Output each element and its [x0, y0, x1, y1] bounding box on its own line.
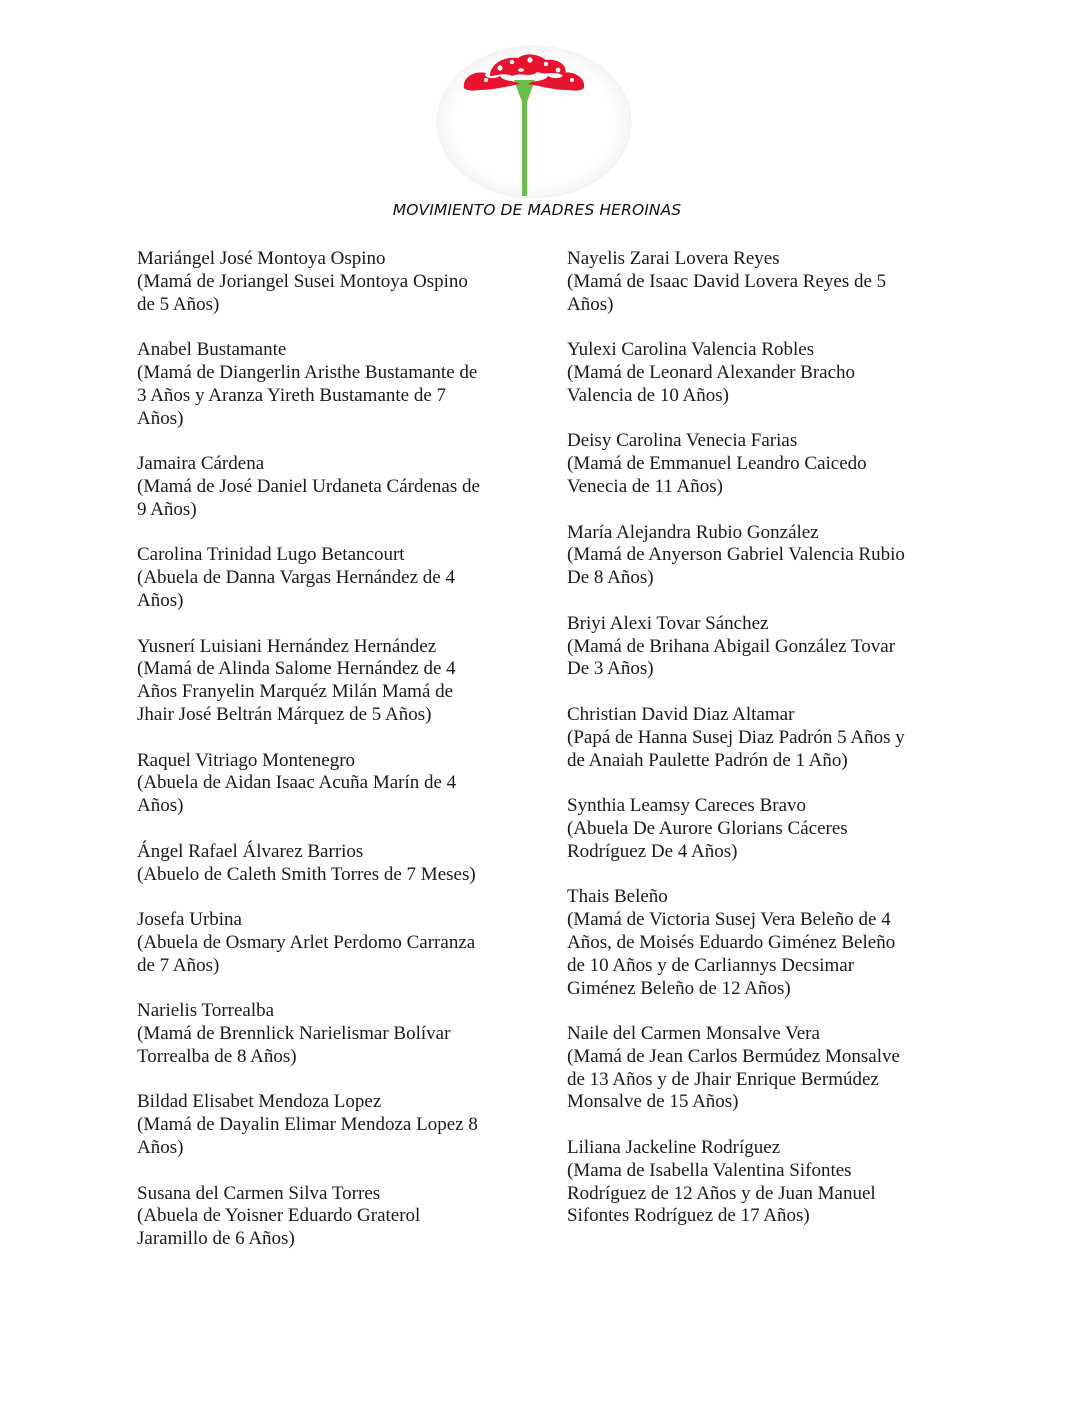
person-relation: (Mamá de Anyerson Gabriel Valencia Rubio De 8 Años) — [567, 544, 905, 589]
person-name: Jamaira Cárdena — [137, 453, 265, 475]
person-relation: (Mamá de Leonard Alexander Bracho Valencia de 10 Años) — [567, 361, 856, 406]
list-item — [567, 339, 937, 407]
person-relation: (Papá de Hanna Susej Diaz Padrón 5 Años y de Anaiah Paulette Padrón de 1 Año) — [567, 726, 905, 771]
list-item — [567, 248, 937, 316]
person-name: Mariángel José Montoya Ospino — [137, 248, 386, 269]
person-relation: (Mamá de Victoria Susej Vera Beleño de 4 Años, de Moisés Eduardo Giménez Beleño de 10 Años y de Carliannys Decsimar Giménez Beleño de 12 Años) — [567, 909, 896, 999]
list-item — [137, 1183, 507, 1251]
person-relation: (Mama de Isabella Valentina Sifontes Rodríguez de 12 Años y de Juan Manuel Sifontes Rodríguez de 17 Años) — [567, 1159, 876, 1227]
list-item — [567, 522, 937, 590]
person-name: Christian David Diaz Altamar — [567, 703, 795, 725]
person-name: Deisy Carolina Venecia Farias — [567, 430, 798, 452]
person-relation: (Abuelo de Caleth Smith Torres de 7 Meses) — [137, 863, 476, 885]
list-item — [137, 453, 507, 521]
person-relation: (Mamá de Brihana Abigail González Tovar De 3 Años) — [567, 635, 896, 680]
person-name: Susana del Carmen Silva Torres — [137, 1182, 381, 1204]
list-item — [137, 1091, 507, 1159]
person-relation: (Mamá de Isaac David Lovera Reyes de 5 Años) — [567, 270, 887, 315]
list-item — [137, 750, 507, 818]
person-relation: (Mamá de Jean Carlos Bermúdez Monsalve de 13 Años y de Jhair Enrique Bermúdez Monsalve de 15 Años) — [567, 1045, 900, 1113]
person-relation: (Abuela De Aurore Glorians Cáceres Rodríguez De 4 Años) — [567, 817, 848, 862]
list-item — [567, 613, 937, 681]
list-item — [567, 1137, 937, 1228]
person-relation: (Mamá de Diangerlin Aristhe Bustamante de 3 Años y Aranza Yireth Bustamante de 7 Años) — [137, 361, 478, 429]
list-item — [137, 544, 507, 612]
person-name: Yusnerí Luisiani Hernández Hernández — [137, 635, 437, 657]
right-column-list — [567, 248, 937, 1251]
list-item — [567, 795, 937, 863]
list-item — [567, 430, 937, 498]
list-item — [137, 339, 507, 430]
list-item — [567, 704, 937, 772]
person-name: Carolina Trinidad Lugo Betancourt — [137, 544, 405, 566]
person-name: Thais Beleño — [567, 886, 668, 908]
person-name: María Alejandra Rubio González — [567, 521, 819, 543]
person-name: Ángel Rafael Álvarez Barrios — [137, 840, 364, 862]
person-name: Josefa Urbina — [137, 909, 242, 931]
list-item — [137, 841, 507, 887]
person-relation: (Mamá de Brennlick Narielismar Bolívar Torrealba de 8 Años) — [137, 1023, 451, 1067]
person-name: Briyi Alexi Tovar Sánchez — [567, 612, 769, 634]
list-item — [567, 1023, 937, 1114]
person-name: Liliana Jackeline Rodríguez — [567, 1137, 781, 1159]
list-item — [567, 886, 937, 1000]
person-name: Narielis Torrealba — [137, 1000, 275, 1022]
person-name: Synthia Leamsy Careces Bravo — [567, 795, 807, 817]
person-name: Bildad Elisabet Mendoza Lopez — [137, 1091, 382, 1113]
person-relation: (Mamá de Dayalin Elimar Mendoza Lopez 8 Años) — [137, 1114, 478, 1159]
person-name: Anabel Bustamante — [137, 339, 287, 361]
person-relation: (Mamá de Emmanuel Leandro Caicedo Venecia de 11 Años) — [567, 453, 867, 497]
list-item — [137, 248, 507, 316]
carnation-logo-icon — [434, 40, 634, 200]
person-name: Yulexi Carolina Valencia Robles — [567, 339, 815, 361]
person-relation: (Abuela de Danna Vargas Hernández de 4 Años) — [137, 567, 455, 611]
person-relation: (Abuela de Yoisner Eduardo Graterol Jaramillo de 6 Años) — [137, 1205, 421, 1250]
person-name: Raquel Vitriago Montenegro — [137, 749, 356, 771]
person-relation: (Mamá de José Daniel Urdaneta Cárdenas de 9 Años) — [137, 475, 480, 520]
person-name: Nayelis Zarai Lovera Reyes — [567, 248, 780, 269]
left-column-list — [137, 248, 507, 1274]
list-item — [137, 1000, 507, 1068]
list-item — [137, 636, 507, 727]
person-relation: (Abuela de Aidan Isaac Acuña Marín de 4 Años) — [137, 772, 457, 817]
organization-title: MOVIMIENTO DE MADRES HEROINAS — [392, 201, 682, 219]
person-relation: (Mamá de Alinda Salome Hernández de 4 Años Franyelin Marquéz Milán Mamá de Jhair José Beltrán Márquez de 5 Años) — [137, 658, 456, 725]
person-relation: (Mamá de Joriangel Susei Montoya Ospino de 5 Años) — [137, 270, 468, 315]
person-name: Naile del Carmen Monsalve Vera — [567, 1023, 820, 1045]
list-item — [137, 909, 507, 977]
person-relation: (Abuela de Osmary Arlet Perdomo Carranza de 7 Años) — [137, 931, 476, 976]
